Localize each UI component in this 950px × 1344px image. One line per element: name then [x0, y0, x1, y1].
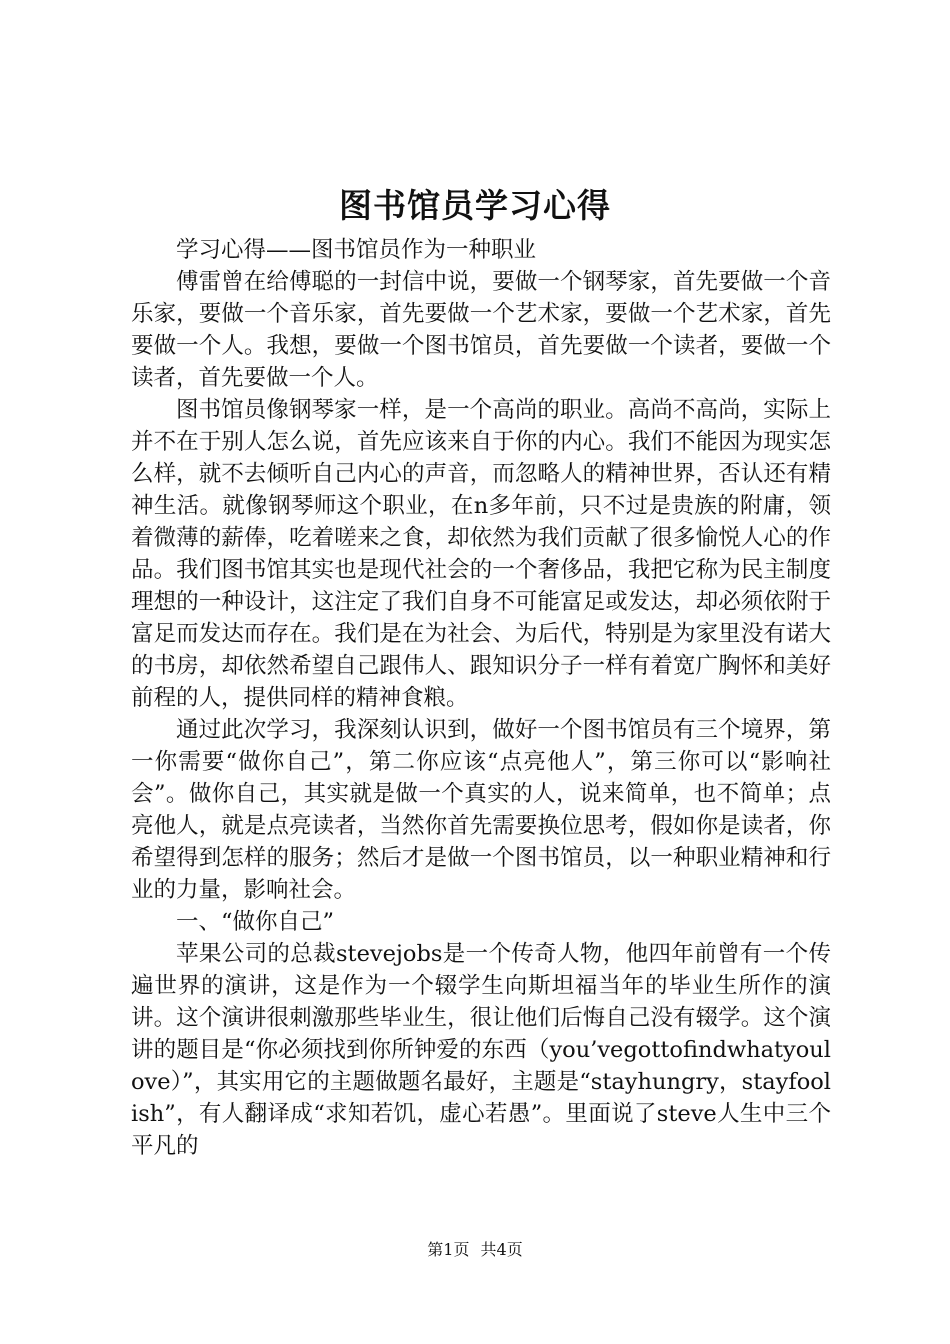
page-number: 第1页	[427, 1240, 470, 1259]
page-footer	[0, 1238, 950, 1262]
body-paragraph: 傅雷曾在给傅聪的一封信中说，要做一个钢琴家，首先要做一个音乐家，要做一个音乐家，首先要做一个艺术家，要做一个艺术家，首先要做一个人。我想，要做一个图书馆员，首先要做一个读者，要做一个读者，首先要做一个人。	[131, 269, 831, 391]
subtitle-paragraph: 学习心得——图书馆员作为一种职业	[176, 237, 537, 263]
body-paragraph: 通过此次学习，我深刻认识到，做好一个图书馆员有三个境界，第一你需要“做你自己”，第二你应该“点亮他人”，第三你可以“影响社会”。做你自己，其实就是做一个真实的人，说来简单，也不简单；点亮他人，就是点亮读者，当然你首先需要换位思考，假如你是读者，你希望得到怎样的服务；然后才是做一个图书馆员，以一种职业精神和行业的力量，影响社会。	[131, 717, 831, 903]
document-body	[131, 234, 831, 1162]
section-heading: 一、“做你自己”	[176, 909, 335, 935]
body-paragraph: 图书馆员像钢琴家一样，是一个高尚的职业。高尚不高尚，实际上并不在于别人怎么说，首先应该来自于你的内心。我们不能因为现实怎么样，就不去倾听自己内心的声音，而忽略人的精神世界，否认还有精神生活。就像钢琴师这个职业，在n多年前，只不过是贵族的附庸，领着微薄的薪俸，吃着嗟来之食，却依然为我们贡献了很多愉悦人心的作品。我们图书馆其实也是现代社会的一个奢侈品，我把它称为民主制度理想的一种设计，这注定了我们自身不可能富足或发达，却必须依附于富足而发达而存在。我们是在为社会、为后代，特别是为家里没有诺大的书房，却依然希望自己跟伟人、跟知识分子一样有着宽广胸怀和美好前程的人，提供同样的精神食粮。	[131, 397, 831, 711]
body-paragraph: 苹果公司的总裁stevejobs是一个传奇人物，他四年前曾有一个传遍世界的演讲，这是作为一个辍学生向斯坦福当年的毕业生所作的演讲。这个演讲很刺激那些毕业生，很让他们后悔自己没有辍学。这个演讲的题目是“你必须找到你所钟爱的东西（you’vegottofindwhatyoulove）”，其实用它的主题做题名最好，主题是“stayhungry，stayfoolish”，有人翻译成“求知若饥，虚心若愚”。里面说了steve人生中三个平凡的	[131, 941, 831, 1159]
document-title: 图书馆员学习心得	[339, 186, 611, 225]
page-total: 共4页	[480, 1240, 523, 1259]
